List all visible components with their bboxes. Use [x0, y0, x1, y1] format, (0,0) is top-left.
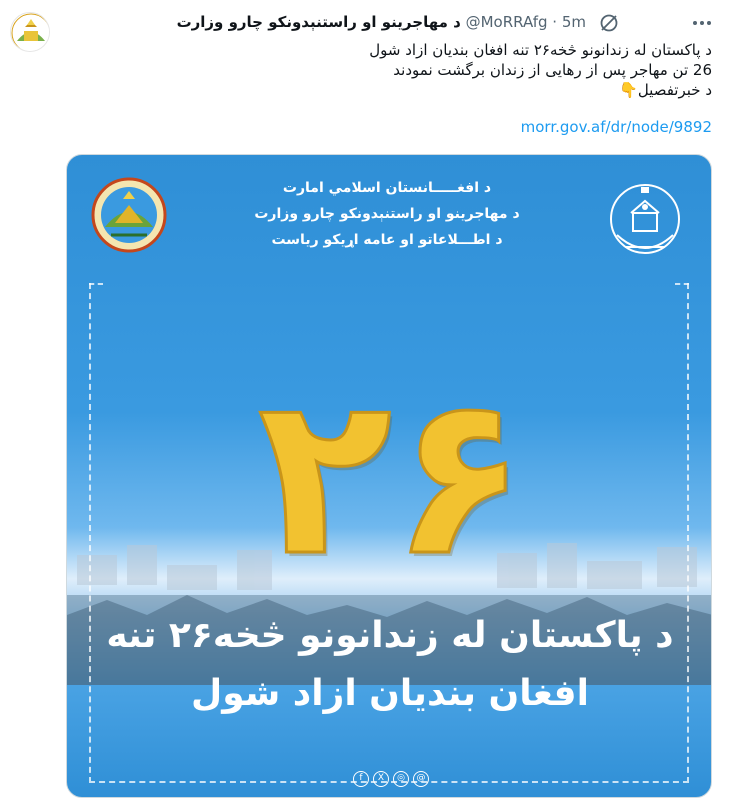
- tweet-text-line: د خبرتفصیل👇: [619, 81, 712, 99]
- headline-line: افغان بندیان ازاد شول: [191, 673, 589, 714]
- author-line: [66, 13, 586, 31]
- org-line: د اطـــلاعاتو او عامه اړیکو ریاست: [271, 232, 503, 248]
- tweet-link[interactable]: morr.gov.af/dr/node/9892: [520, 118, 712, 136]
- tweet-text-line: د پاکستان له زندانونو څخه۲۶ تنه افغان بندیان ازاد شول: [369, 41, 712, 59]
- org-line: د مهاجرینو او راستنېدونکو چارو وزارت: [254, 206, 520, 222]
- headline: [97, 607, 683, 723]
- tweet-text-line: 26 تن مهاجر پس از رهایی از زندان برگشت نمودند: [393, 61, 712, 79]
- threads-icon: @: [413, 771, 429, 787]
- author-handle[interactable]: @MoRRAfg: [465, 13, 548, 31]
- headline-line: د پاکستان له زندانونو څخه۲۶ تنه: [106, 615, 674, 656]
- avatar[interactable]: [10, 12, 50, 52]
- tweet-text: [66, 40, 712, 100]
- ministry-logo: [89, 175, 169, 255]
- media-image[interactable]: [66, 154, 712, 798]
- organization-lines: [237, 175, 537, 253]
- tweet-timestamp[interactable]: 5m: [561, 13, 586, 31]
- big-number: ۲۶: [257, 348, 527, 604]
- social-icons: [353, 771, 429, 789]
- grok-icon[interactable]: [598, 12, 620, 34]
- org-line: د افغـــــانستان اسلامي امارت: [282, 180, 492, 196]
- separator-dot: ·: [552, 13, 558, 31]
- author-display-name[interactable]: د مهاجرینو او راستنېدونکو چارو وزارت: [176, 13, 461, 31]
- instagram-icon: ◎: [393, 771, 409, 787]
- more-options-icon[interactable]: [690, 12, 714, 34]
- emirate-emblem: [597, 175, 693, 271]
- x-icon: X: [373, 771, 389, 787]
- facebook-icon: f: [353, 771, 369, 787]
